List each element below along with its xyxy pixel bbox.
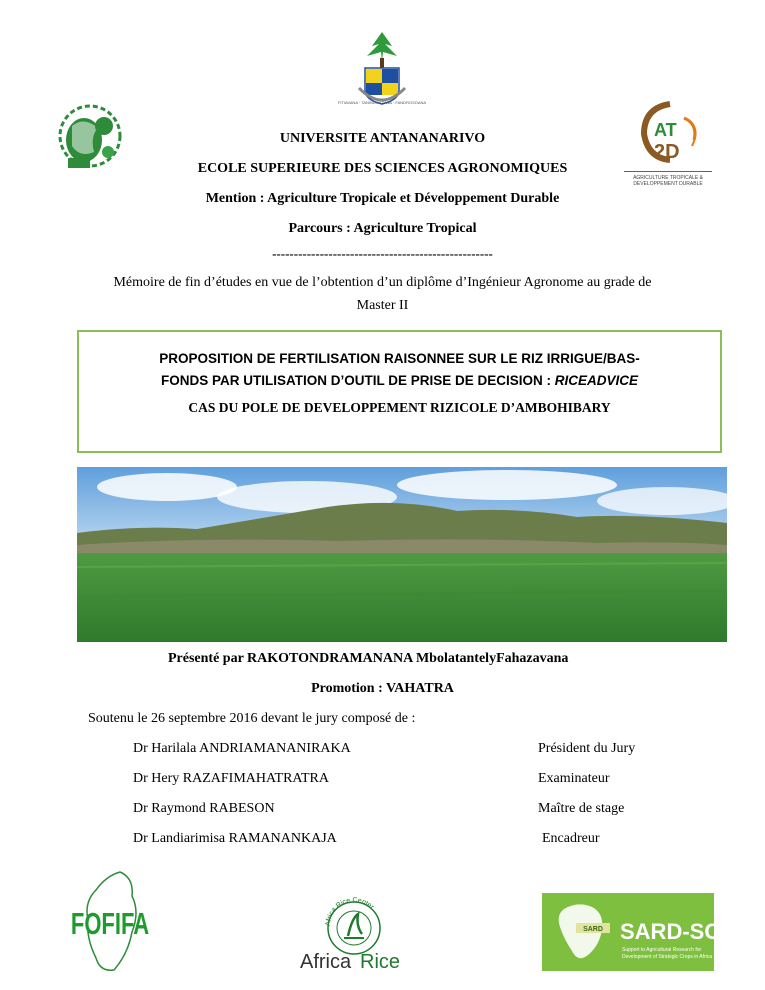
sard-badge: SARD [583,926,603,933]
promotion: Promotion : VAHATRA [311,681,454,696]
jury-member-name: Dr Raymond RABESON [133,801,275,816]
university-motto: FITIAVANA · TANINDRAZANA · FANDROSOANA [337,100,427,105]
thesis-title-line-2: FONDS PAR UTILISATION D’OUTIL DE PRISE DE DECISION : [160,373,555,388]
rice-field-photo [77,467,727,642]
thesis-title [93,348,706,392]
jury-member-name: Dr Landiarimisa RAMANANKAJA [133,831,337,846]
at2d-caption-2: DEVELOPPEMENT DURABLE [633,181,703,187]
mention: Mention : Agriculture Tropicale et Développement Durable [205,191,560,206]
sard-sc-logo [542,893,714,971]
jury-member-role: Examinateur [538,771,610,786]
thesis-title-tool: RICEADVICE [554,373,639,388]
africarice-ring-text: Africa Rice Center [324,896,375,927]
memoire-line-1: Mémoire de fin d’études en vue de l’obtention d’un diplôme d’Ingénieur Agronome au grade de [113,275,652,290]
at2d-mark: AT [654,120,677,140]
parcours: Parcours : Agriculture Tropical [288,221,477,236]
thesis-title-box [77,330,722,453]
jury-member-name: Dr Harilala ANDRIAMANANIRAKA [133,741,351,756]
memoire-line-2: Master II [356,298,409,313]
jury-member-role: Maître de stage [538,801,625,816]
university-name: UNIVERSITE ANTANANARIVO [279,131,486,146]
jury-intro: Soutenu le 26 septembre 2016 devant le jury composé de : [88,711,416,726]
header-separator: --------------------------------------------------- [272,246,493,261]
at2d-number: 2D [654,141,680,163]
school-name: ECOLE SUPERIEURE DES SCIENCES AGRONOMIQUES [197,161,568,176]
sard-sc-wordmark: SARD-SC [620,919,714,944]
fofifa-wordmark: FOFIFA [70,906,150,941]
fofifa-logo [70,868,150,974]
africarice-name-2: Rice [360,951,401,973]
thesis-subtitle: CAS DU POLE DE DEVELOPPEMENT RIZICOLE D’AMBOHIBARY [188,400,611,415]
sard-caption-2: Development of Strategic Crops in Africa [622,954,713,960]
africarice-name-1: Africa [300,951,352,973]
africarice-logo [296,896,416,976]
jury-member-role: Encadreur [542,831,600,846]
university-emblem [337,28,427,110]
jury-member-name: Dr Hery RAZAFIMAHATRATRA [133,771,329,786]
presenter: Présenté par RAKOTONDRAMANANA MbolatantelyFahazavana [168,651,569,666]
thesis-title-line-1: PROPOSITION DE FERTILISATION RAISONNEE SUR LE RIZ IRRIGUE/BAS- [159,351,640,366]
sard-caption-1: Support to Agricultural Research for [622,947,702,953]
at2d-caption-1: AGRICULTURE TROPICALE & [633,175,703,181]
jury-member-role: Président du Jury [538,741,636,756]
